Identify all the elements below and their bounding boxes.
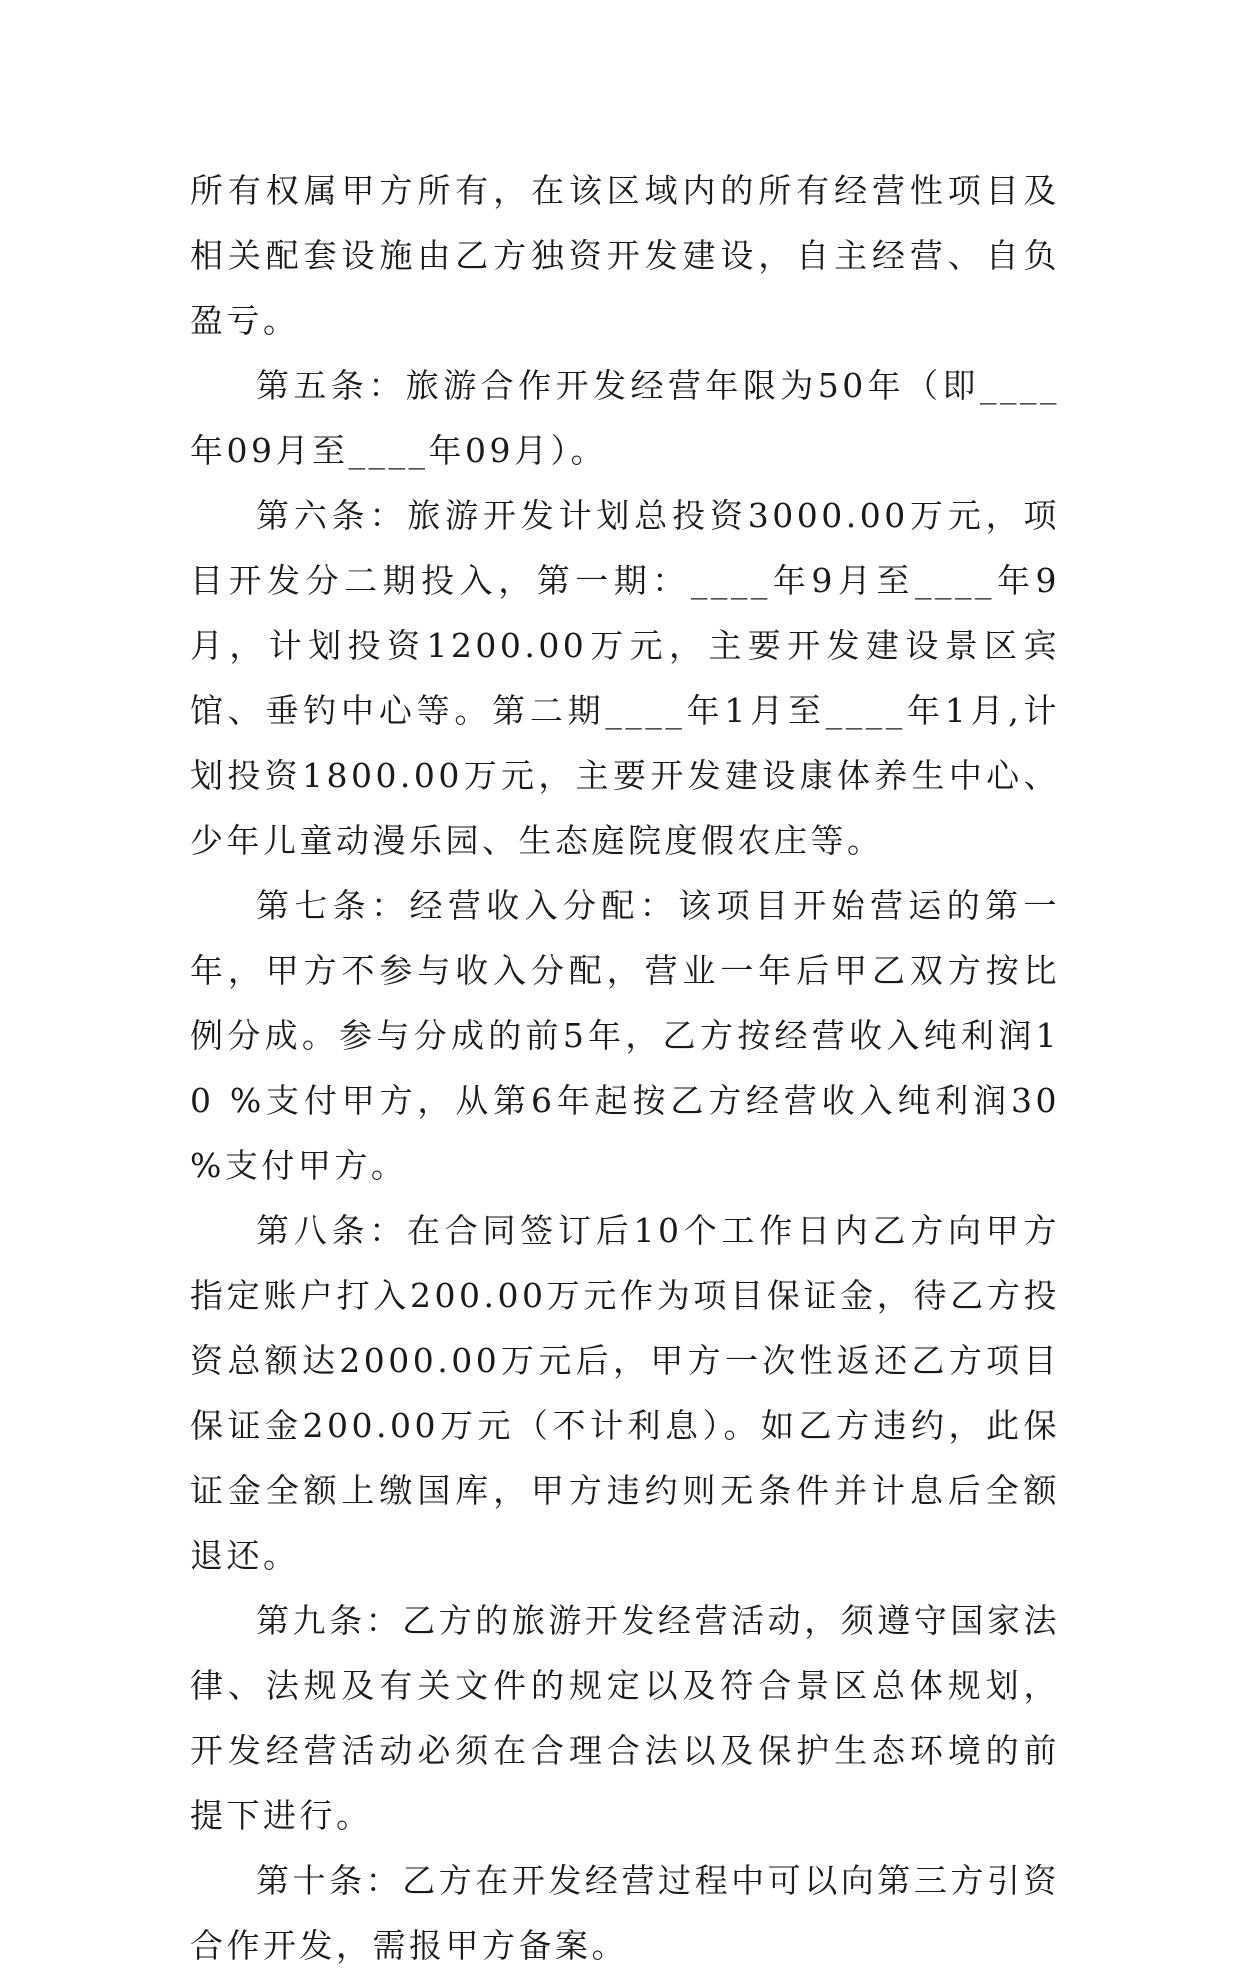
article-9-paragraph: 第九条：乙方的旅游开发经营活动，须遵守国家法律、法规及有关文件的规定以及符合景区总体规划，开发经营活动必须在合理合法以及保护生态环境的前提下进行。 [190,1601,1060,1835]
article-8-paragraph: 第八条：在合同签订后10个工作日内乙方向甲方指定账户打入200.00万元作为项目保证金，待乙方投资总额达2000.00万元后，甲方一次性返还乙方项目保证金200.00万元（不计利息）。如乙方违约，此保证金全额上缴国库，甲方违约则无条件并计息后全额退还。 [190,1211,1060,1575]
article-7-paragraph: 第七条：经营收入分配：该项目开始营运的第一年，甲方不参与收入分配，营业一年后甲乙双方按比例分成。参与分成的前5年，乙方按经营收入纯利润10 %支付甲方，从第6年起按乙方经营收入纯利润30 %支付甲方。 [190,886,1060,1185]
article-10-paragraph: 第十条：乙方在开发经营过程中可以向第三方引资合作开发，需报甲方备案。 [190,1861,1060,1965]
article-6-paragraph: 第六条：旅游开发计划总投资3000.00万元，项目开发分二期投入，第一期：____年9月至____年9月，计划投资1200.00万元，主要开发建设景区宾馆、垂钓中心等。第二期____年1月至____年1月,计划投资1800.00万元，主要开发建设康体养生中心、少年儿童动漫乐园、生态庭院度假农庄等。 [190,496,1060,860]
article-5-paragraph: 第五条：旅游合作开发经营年限为50年（即____年09月至____年09月）。 [190,366,1060,470]
document-body [190,158,1060,1978]
paragraph-continuation: 所有权属甲方所有，在该区域内的所有经营性项目及相关配套设施由乙方独资开发建设，自主经营、自负盈亏。 [190,171,1060,340]
